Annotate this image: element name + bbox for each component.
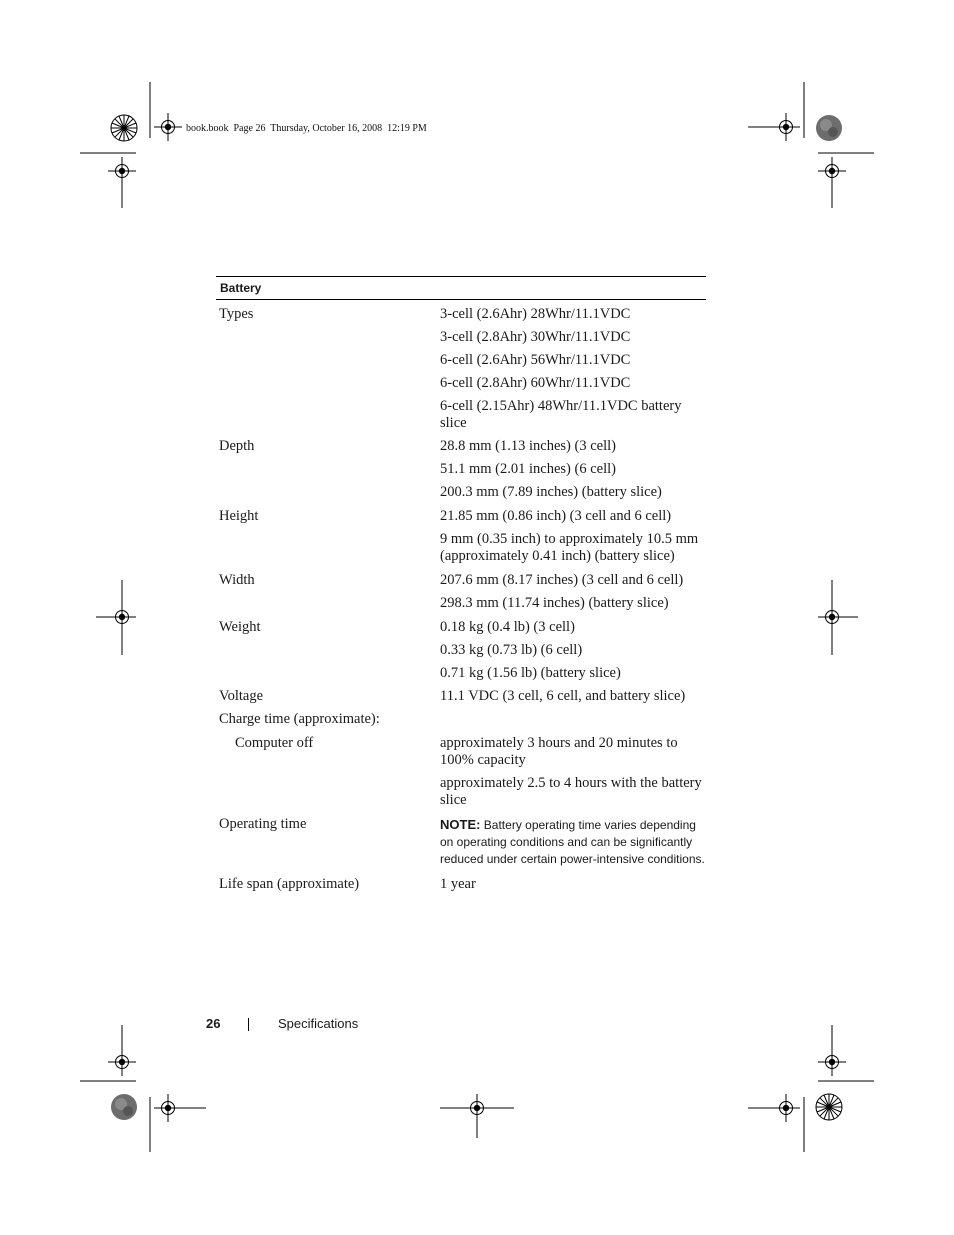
- table-title: Battery: [216, 277, 706, 300]
- row-value: 298.3 mm (11.74 inches) (battery slice): [440, 595, 669, 611]
- row-value: 11.1 VDC (3 cell, 6 cell, and battery slice): [440, 688, 686, 704]
- footer-divider: [248, 1018, 249, 1031]
- row-label: Types: [219, 306, 254, 322]
- table-row: [216, 508, 706, 565]
- row-values: [440, 438, 706, 501]
- row-label: Charge time (approximate):: [219, 711, 380, 727]
- row-label: Voltage: [219, 688, 264, 704]
- row-label: Width: [219, 572, 255, 588]
- table-row: [216, 816, 706, 868]
- note-label: NOTE:: [440, 817, 481, 832]
- row-values: [440, 816, 706, 868]
- table-body: [216, 306, 706, 893]
- row-values: [440, 306, 706, 432]
- row-value: approximately 2.5 to 4 hours with the battery slice: [440, 775, 702, 808]
- table-row: [216, 572, 706, 612]
- row-value: 6-cell (2.6Ahr) 56Whr/11.1VDC: [440, 352, 631, 368]
- row-label: Life span (approximate): [219, 876, 360, 892]
- note-block: [440, 816, 706, 868]
- row-value: 1 year: [440, 876, 476, 892]
- table-row: [216, 306, 706, 432]
- row-values: [440, 688, 706, 705]
- table-row: [216, 876, 706, 893]
- row-value: 51.1 mm (2.01 inches) (6 cell): [440, 461, 616, 477]
- print-slug: book.book Page 26 Thursday, October 16, 2008 12:19 PM: [186, 123, 427, 134]
- row-values: [440, 508, 706, 565]
- row-value: 9 mm (0.35 inch) to approximately 10.5 mm (approximately 0.41 inch) (battery slice): [440, 531, 699, 564]
- row-value: 207.6 mm (8.17 inches) (3 cell and 6 cell): [440, 572, 684, 588]
- registration-gray-icon: [816, 115, 842, 141]
- row-value: approximately 3 hours and 20 minutes to 100% capacity: [440, 735, 678, 768]
- footer-section-name: Specifications: [278, 1016, 359, 1031]
- row-values: [440, 619, 706, 682]
- row-value: 6-cell (2.8Ahr) 60Whr/11.1VDC: [440, 375, 631, 391]
- row-values: [440, 572, 706, 612]
- row-value: 0.18 kg (0.4 lb) (3 cell): [440, 619, 575, 635]
- registration-starburst-icon: [111, 115, 137, 141]
- row-value: 6-cell (2.15Ahr) 48Whr/11.1VDC battery slice: [440, 398, 682, 431]
- battery-spec-table: [216, 276, 706, 893]
- row-value: 3-cell (2.6Ahr) 28Whr/11.1VDC: [440, 306, 631, 322]
- row-label: Depth: [219, 438, 255, 454]
- table-row: [216, 619, 706, 682]
- row-values: [440, 735, 706, 809]
- row-label: Computer off: [235, 735, 314, 751]
- row-label: Height: [219, 508, 259, 524]
- row-values: [440, 876, 706, 893]
- page-number: 26: [206, 1016, 221, 1031]
- row-value: 200.3 mm (7.89 inches) (battery slice): [440, 484, 662, 500]
- row-value: 3-cell (2.8Ahr) 30Whr/11.1VDC: [440, 329, 631, 345]
- table-row: [216, 688, 706, 705]
- row-value: 0.71 kg (1.56 lb) (battery slice): [440, 665, 621, 681]
- row-label: Weight: [219, 619, 261, 635]
- row-value: 0.33 kg (0.73 lb) (6 cell): [440, 642, 583, 658]
- table-row: [216, 735, 706, 809]
- row-value: 28.8 mm (1.13 inches) (3 cell): [440, 438, 616, 454]
- table-row: [216, 711, 706, 728]
- row-values: [440, 711, 706, 728]
- row-value: 21.85 mm (0.86 inch) (3 cell and 6 cell): [440, 508, 672, 524]
- row-label: Operating time: [219, 816, 307, 832]
- note-text: Battery operating time varies depending on operating conditions and can be significantly reduced under certain power-intensive conditions.: [440, 818, 705, 866]
- table-row: [216, 438, 706, 501]
